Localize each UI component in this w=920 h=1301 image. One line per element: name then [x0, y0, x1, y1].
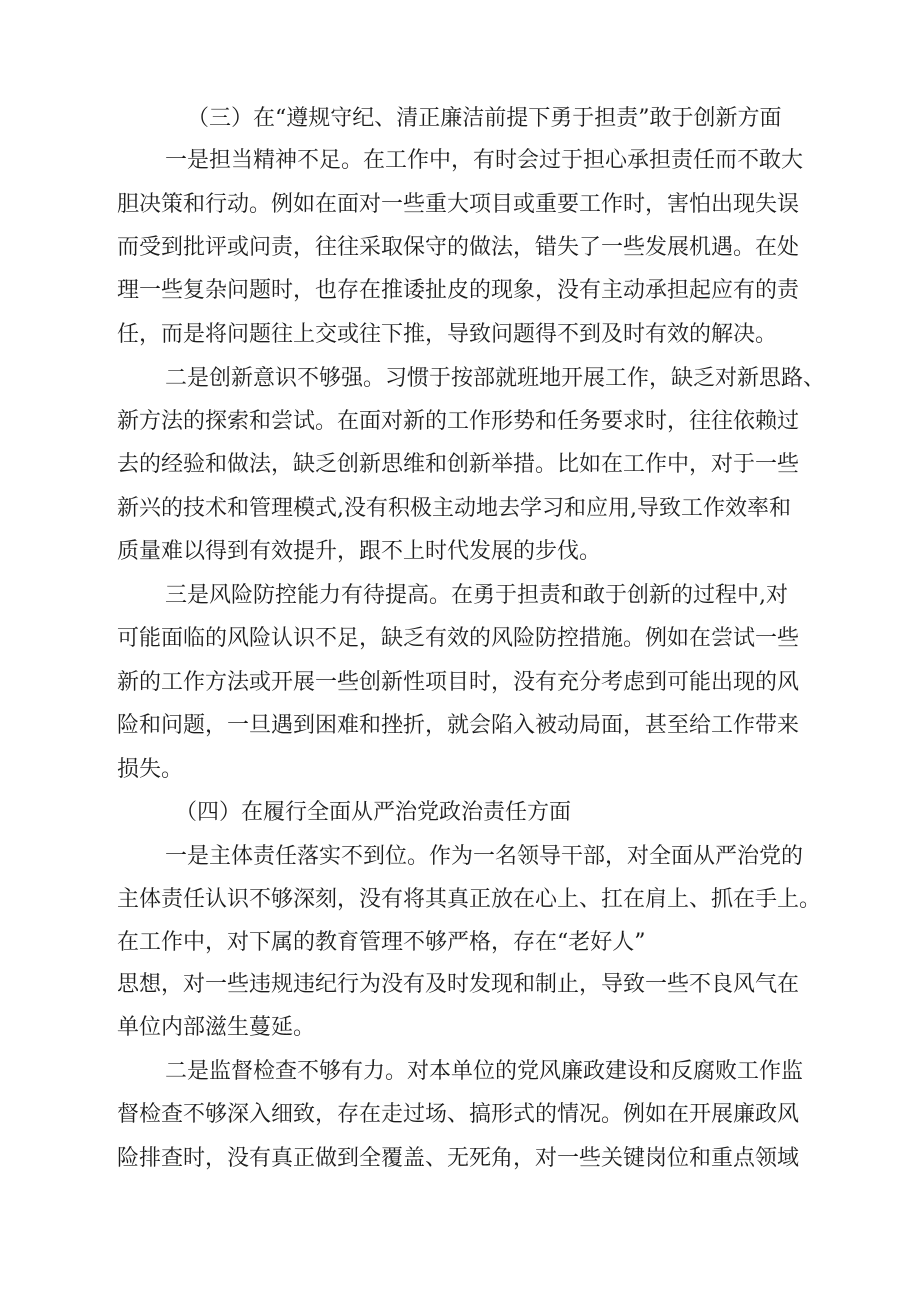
paragraph-line: 而受到批评或问责，往往采取保守的做法，错失了一些发展机遇。在处	[117, 235, 800, 260]
paragraph-line: 思想，对一些违规违纪行为没有及时发现和制止，导致一些不良风气在	[117, 972, 800, 997]
paragraph-line: 一是主体责任落实不到位。作为一名领导干部，对全面从严治党的	[165, 844, 804, 869]
paragraph-line: 二是创新意识不够强。习惯于按部就班地开展工作，缺乏对新思路、	[165, 366, 826, 391]
paragraph-line: 质量难以得到有效提升，跟不上时代发展的步伐。	[117, 539, 602, 564]
paragraph-line: 可能面临的风险认识不足，缺乏有效的风险防控措施。例如在尝试一些	[117, 626, 800, 651]
paragraph-line: 单位内部滋生蔓延。	[117, 1015, 316, 1040]
paragraph-line: 任，而是将问题往上交或往下推，导致问题得不到及时有效的解决。	[117, 322, 778, 347]
paragraph-line: 理一些复杂问题时，也存在推诿扯皮的现象，没有主动承担起应有的责	[117, 278, 800, 303]
paragraph-line: 在工作中，对下属的教育管理不够严格，存在“老好人”	[117, 930, 646, 955]
paragraph-line: 险和问题，一旦遇到困难和挫折，就会陷入被动局面，甚至给工作带来	[117, 713, 800, 738]
paragraph-line: 一是担当精神不足。在工作中，有时会过于担心承担责任而不敢大	[165, 148, 804, 173]
paragraph-line: 新的工作方法或开展一些创新性项目时，没有充分考虑到可能出现的风	[117, 670, 800, 695]
paragraph-line: 二是监督检查不够有力。对本单位的党风廉政建设和反腐败工作监	[165, 1059, 804, 1084]
paragraph-line: 胆决策和行动。例如在面对一些重大项目或重要工作时，害怕出现失误	[117, 192, 800, 217]
paragraph-line: 三是风险防控能力有待提高。在勇于担责和敢于创新的过程中,对	[165, 583, 788, 608]
paragraph-line: 去的经验和做法，缺乏创新思维和创新举措。比如在工作中，对于一些	[117, 452, 800, 477]
paragraph-line: 新方法的探索和尝试。在面对新的工作形势和任务要求时，往往依赖过	[117, 409, 800, 434]
section-heading: （三）在“遵规守纪、清正廉洁前提下勇于担责”敢于创新方面	[187, 106, 782, 131]
paragraph-line: 险排查时，没有真正做到全覆盖、无死角，对一些关键岗位和重点领域	[117, 1146, 800, 1171]
paragraph-line: 新兴的技术和管理模式,没有积极主动地去学习和应用,导致工作效率和	[117, 496, 791, 521]
paragraph-line: 督检查不够深入细致，存在走过场、搞形式的情况。例如在开展廉政风	[117, 1102, 800, 1127]
section-heading: （四）在履行全面从严治党政治责任方面	[175, 800, 572, 825]
paragraph-line: 损失。	[117, 757, 184, 782]
paragraph-line: 主体责任认识不够深刻，没有将其真正放在心上、扛在肩上、抓在手上。	[117, 887, 822, 912]
